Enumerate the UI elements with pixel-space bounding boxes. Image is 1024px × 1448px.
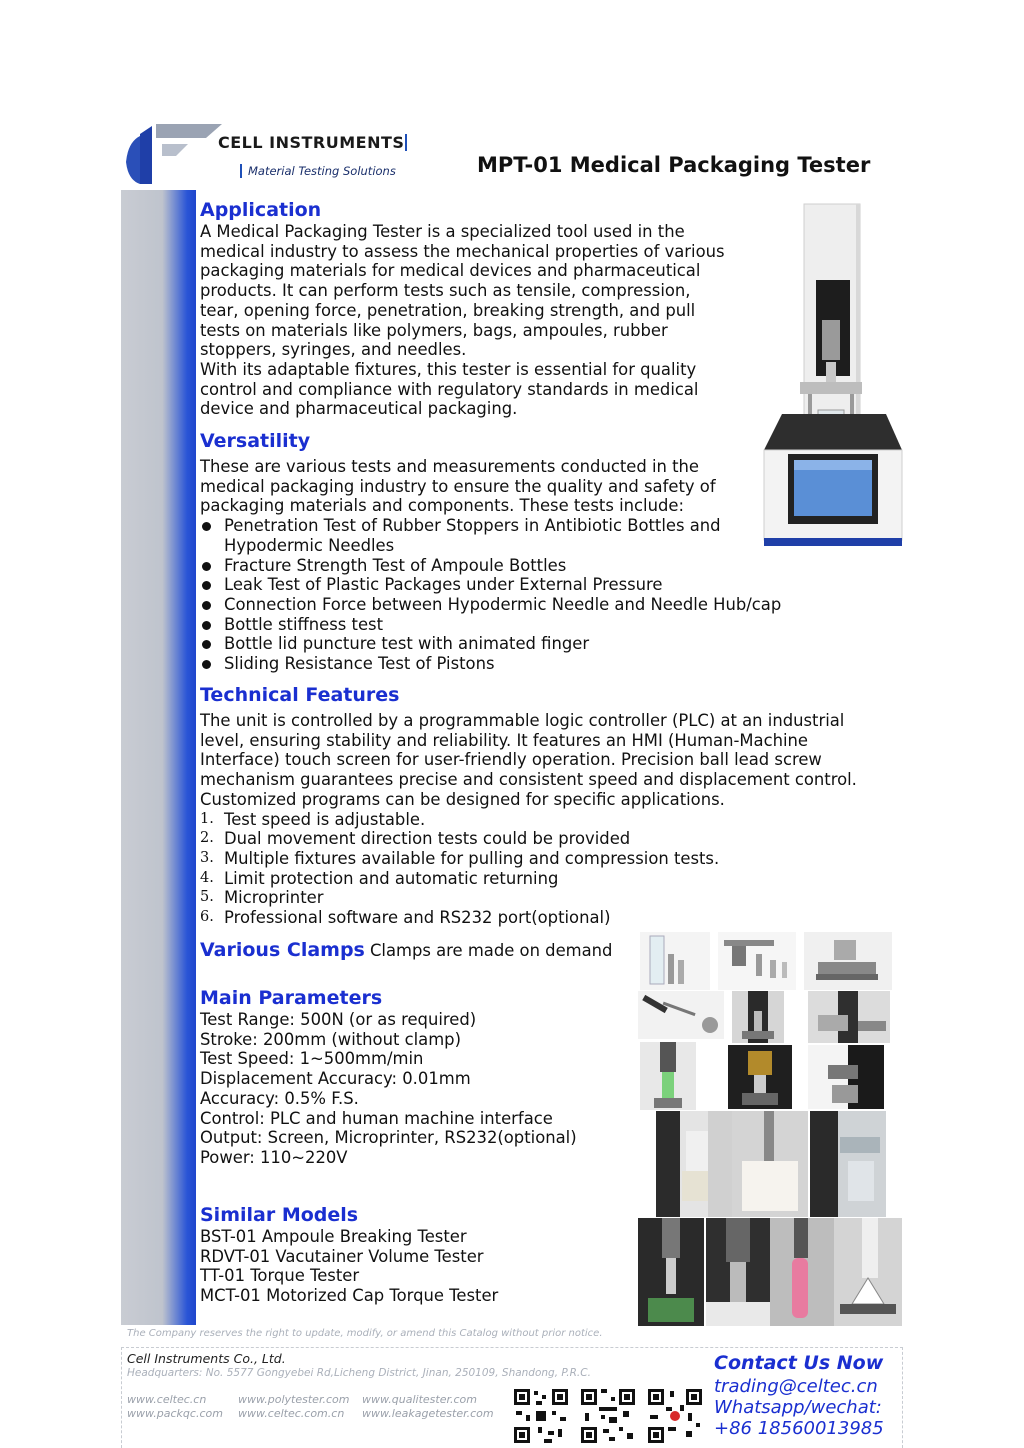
- technical-heading: Technical Features: [200, 684, 400, 706]
- company-name: Cell Instruments Co., Ltd.: [127, 1351, 286, 1366]
- versatility-heading: Versatility: [200, 430, 311, 452]
- list-item: [200, 869, 900, 889]
- parameters-text: [200, 1010, 630, 1168]
- catalog-notice: The Company reserves the right to update, modify, or amend this Catalog without prior notice.: [127, 1328, 603, 1339]
- parameter-line: Accuracy: 0.5% F.S.: [200, 1088, 359, 1108]
- contact-heading: Contact Us Now: [714, 1352, 884, 1374]
- text-line: tear, opening force, penetration, breaking strength, and pull: [200, 300, 696, 320]
- text-line: packaging materials and components. These tests include:: [200, 496, 685, 516]
- side-gradient-bar: [121, 190, 196, 1325]
- parameter-line: Stroke: 200mm (without clamp): [200, 1029, 461, 1049]
- contact-email[interactable]: trading@celtec.cn: [714, 1376, 878, 1397]
- similar-text: [200, 1227, 630, 1306]
- list-item: Bottle lid puncture test with animated finger: [200, 634, 880, 654]
- clamp-photo: [834, 1218, 902, 1326]
- technical-text: [200, 711, 900, 928]
- clamp-photo: [638, 1218, 704, 1326]
- text-line: Customized programs can be designed for specific applications.: [200, 789, 725, 809]
- clamp-photo: [808, 991, 890, 1043]
- list-number: 6.: [200, 909, 214, 926]
- company-logo-icon: [122, 122, 224, 188]
- list-item: [200, 908, 900, 928]
- model-line: RDVT-01 Vacutainer Volume Tester: [200, 1246, 484, 1266]
- list-item-text: Microprinter: [224, 888, 324, 908]
- text-line: device and pharmaceutical packaging.: [200, 399, 518, 419]
- text-line: stoppers, syringes, and needles.: [200, 340, 467, 360]
- clamp-photo: [640, 1042, 696, 1110]
- list-number: 4.: [200, 869, 214, 886]
- text-line: products. It can perform tests such as tensile, compression,: [200, 281, 691, 301]
- clamp-photo: [640, 932, 710, 990]
- clamp-photo: [728, 1045, 792, 1109]
- text-line: mechanism guarantees precise and consistent speed and displacement control.: [200, 770, 857, 790]
- list-item-text: Multiple fixtures available for pulling and compression tests.: [224, 848, 720, 868]
- website-link[interactable]: www.packqc.com: [127, 1407, 223, 1420]
- list-number: 5.: [200, 889, 214, 906]
- qr-code-icon: [512, 1387, 570, 1445]
- model-line: BST-01 Ampoule Breaking Tester: [200, 1227, 467, 1246]
- page-title: MPT-01 Medical Packaging Tester: [477, 153, 871, 177]
- similar-heading: Similar Models: [200, 1204, 359, 1226]
- list-item-text: Professional software and RS232 port(optional): [224, 908, 611, 928]
- clamps-heading: Various Clamps: [200, 939, 365, 961]
- list-item-text: Hypodermic Needles: [224, 535, 395, 555]
- clamp-photo: [706, 1218, 770, 1326]
- clamp-photo: [810, 1111, 886, 1217]
- qr-code-icon: [579, 1387, 637, 1445]
- contact-label: Whatsapp/wechat:: [714, 1397, 882, 1418]
- text-line: tests on materials like polymers, bags, ampoules, rubber: [200, 320, 668, 340]
- list-number: 1.: [200, 810, 214, 827]
- contact-phone[interactable]: +86 18560013985: [714, 1418, 884, 1439]
- website-column: [362, 1393, 494, 1421]
- parameter-line: Power: 110~220V: [200, 1147, 348, 1167]
- list-number: 2.: [200, 830, 214, 847]
- text-line: control and compliance with regulatory standards in medical: [200, 379, 699, 399]
- parameter-line: Output: Screen, Microprinter, RS232(optional): [200, 1128, 577, 1148]
- parameter-line: Control: PLC and human machine interface: [200, 1108, 553, 1128]
- clamp-photo: [804, 932, 892, 990]
- list-item: [200, 888, 900, 908]
- list-item: [200, 810, 900, 830]
- list-item: [200, 849, 900, 869]
- list-item: Fracture Strength Test of Ampoule Bottles: [200, 556, 880, 576]
- brand-name: CELL INSTRUMENTS: [218, 133, 405, 152]
- text-line: With its adaptable fixtures, this tester is essential for quality: [200, 359, 697, 379]
- list-item: Sliding Resistance Test of Pistons: [200, 654, 880, 674]
- clamp-photo: [770, 1218, 834, 1326]
- application-text: [200, 222, 760, 419]
- model-line: MCT-01 Motorized Cap Torque Tester: [200, 1286, 499, 1306]
- list-item-text: Dual movement direction tests could be provided: [224, 829, 631, 849]
- website-link[interactable]: www.celtec.com.cn: [238, 1407, 345, 1420]
- tests-list: [200, 516, 880, 674]
- list-item: [200, 516, 880, 555]
- parameter-line: Test Range: 500N (or as required): [200, 1010, 477, 1029]
- features-list: [200, 810, 900, 928]
- parameter-line: Test Speed: 1~500mm/min: [200, 1049, 424, 1069]
- versatility-text: [200, 457, 880, 674]
- text-line: These are various tests and measurements conducted in the: [200, 457, 700, 476]
- list-item: [200, 829, 900, 849]
- tagline: Material Testing Solutions: [248, 164, 396, 178]
- text-line: A Medical Packaging Tester is a specialized tool used in the: [200, 222, 685, 241]
- list-item-text: Test speed is adjustable.: [224, 809, 426, 829]
- text-line: The unit is controlled by a programmable logic controller (PLC) at an industrial: [200, 711, 845, 730]
- clamp-photo: [656, 1111, 732, 1217]
- website-link[interactable]: www.polytester.com: [238, 1393, 350, 1406]
- clamp-photo: [732, 991, 784, 1043]
- list-item: Bottle stiffness test: [200, 615, 880, 635]
- website-link[interactable]: www.leakagetester.com: [362, 1407, 494, 1420]
- application-heading: Application: [200, 199, 322, 221]
- contact-details: [714, 1376, 884, 1439]
- parameters-heading: Main Parameters: [200, 987, 383, 1009]
- parameter-line: Displacement Accuracy: 0.01mm: [200, 1069, 471, 1089]
- qr-code-icon: [646, 1387, 704, 1445]
- clamp-photo: [638, 991, 724, 1039]
- list-item-text: Penetration Test of Rubber Stoppers in Antibiotic Bottles and: [224, 516, 721, 536]
- text-line: level, ensuring stability and reliability. It features an HMI (Human-Machine: [200, 730, 809, 750]
- list-item: Leak Test of Plastic Packages under External Pressure: [200, 575, 880, 595]
- model-line: TT-01 Torque Tester: [200, 1266, 360, 1286]
- list-item: Connection Force between Hypodermic Needle and Needle Hub/cap: [200, 595, 880, 615]
- text-line: medical packaging industry to ensure the quality and safety of: [200, 476, 716, 496]
- clamps-note: Clamps are made on demand: [369, 941, 613, 960]
- list-number: 3.: [200, 849, 214, 866]
- website-column: [127, 1393, 223, 1421]
- clamp-photo: [732, 1111, 808, 1217]
- brand-divider: [405, 134, 407, 151]
- clamps-heading-row: [200, 939, 612, 961]
- list-item-text: Limit protection and automatic returning: [224, 868, 559, 888]
- website-link[interactable]: www.qualitester.com: [362, 1393, 477, 1406]
- website-column: [238, 1393, 349, 1421]
- clamp-photo: [808, 1045, 884, 1109]
- text-line: packaging materials for medical devices and pharmaceutical: [200, 261, 701, 281]
- clamp-photo: [718, 932, 796, 990]
- headquarters-address: Headquarters: No. 5577 Gongyebei Rd,Licheng District, Jinan, 250109, Shandong, P.R.C.: [127, 1367, 591, 1379]
- website-link[interactable]: www.celtec.cn: [127, 1393, 207, 1406]
- text-line: medical industry to assess the mechanical properties of various: [200, 241, 725, 261]
- text-line: Interface) touch screen for user-friendly operation. Precision ball lead screw: [200, 750, 822, 770]
